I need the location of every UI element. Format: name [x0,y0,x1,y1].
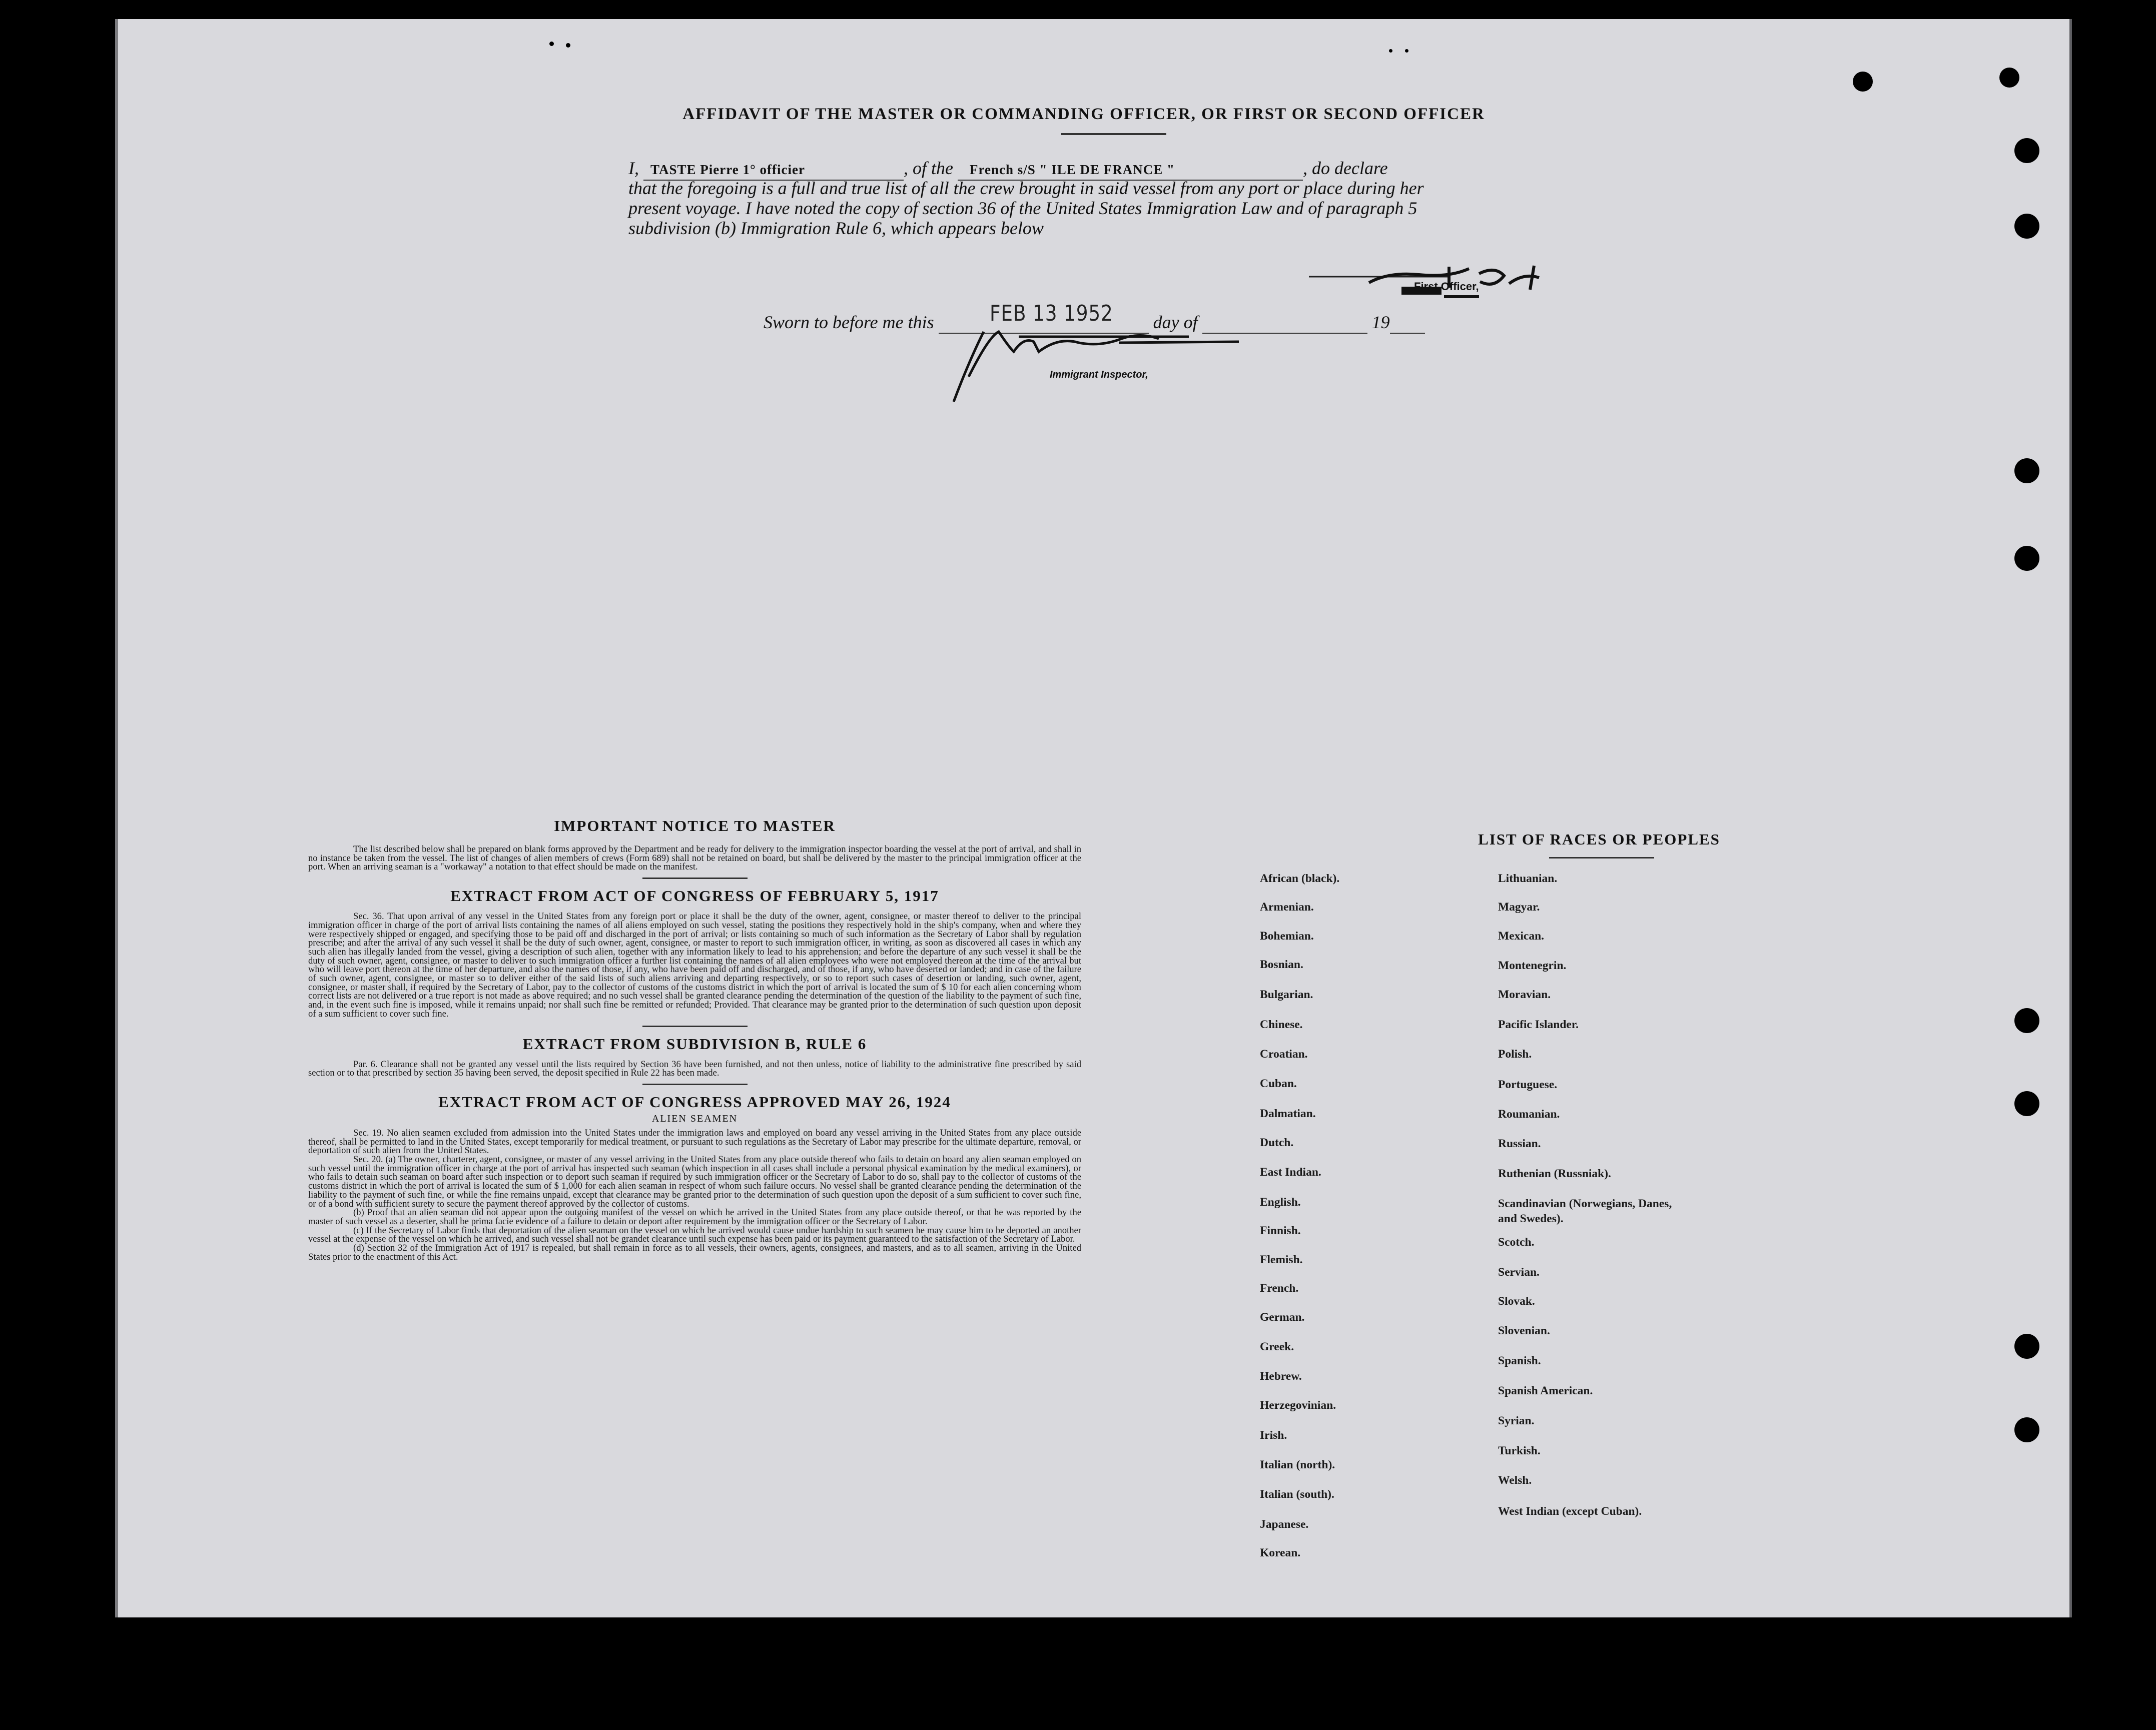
race-item: Turkish. [1498,1444,1541,1457]
race-item: Magyar. [1498,901,1540,914]
race-item: English. [1260,1196,1301,1209]
race-item: Ruthenian (Russniak). [1498,1167,1611,1180]
punch-hole [2014,214,2039,239]
affidavit-line-1 [628,158,1579,181]
punch-hole [2014,546,2039,571]
punch-hole [2014,1334,2039,1359]
date-stamp: FEB 13 1952 [990,301,1113,326]
race-item: Syrian. [1498,1414,1535,1427]
extract-1924-sec19: Sec. 19. No alien seamen excluded from admission into the United States under the immigration laws and employed on board any vessel arriving in the United States from any place outside thereof, shall be permitted to land in the United States, except temporarily for medical treatment, or pursuant to such regulations as the Secretary of Labor may prescribe for the ultimate departure, removal, or deportation of such alien from the United States. [308,1127,1081,1156]
race-item: Chinese. [1260,1018,1303,1031]
officer-label: First Officer, [1414,280,1479,293]
extract-1917-heading: EXTRACT FROM ACT OF CONGRESS OF FEBRUARY 5, 1917 [450,887,939,905]
race-item: Greek. [1260,1340,1294,1353]
extract-1917-body: Sec. 36. That upon arrival of any vessel in the United States from any foreign port or place it shall be the duty of the owner, agent, consignee, or master thereof to deliver to the principal immigration officer in charge of the port of arrival lists containing the names of all aliens employed on such vessel, stating the positions they respectively hold in the ship's company, when and where they were respectively shipped or engaged, and specifying those to be paid off and discharged in the port of arrival; or lists containing so much of such information as the Secretary of Labor shall by regulation prescribe; and after the arrival of any such vessel it shall be the duty of such owner, agent, consignee, or master to report to such immigration officer, in writing, as soon as discovered all cases in which any such alien has illegally landed from the vessel, giving a description of such alien, together with any information likely to lead to his apprehension; and before the departure of any such vessel it shall be the duty of such owner, agent, consignee, or master to deliver to such immigration officer a further list containing the names of all alien employees who were not employed thereon at the time of the arrival but who will leave port thereon at the time of her departure, and also the names of those, if any, who have been paid off and discharged, and of those, if any, who have deserted or landed; and in case of the failure of such owner, agent, consignee, or master so to deliver either of the said lists of such aliens arriving and departing respectively, or so to report such cases of desertion or landing, such owner, agent, consignee, or master shall, if required by the Secretary of Labor, pay to the collector of customs of the customs district in which the port of arrival is located the sum of $ 10 for each alien concerning whom correct lists are not delivered or a true report is not made as above required; and no such vessel shall be granted clearance pending the determination of the question of the liability to the payment of such fine, and, in the event such fine is imposed, while it remains unpaid; nor shall such fine be remitted or refunded; Provided. That clearance may be granted prior to the determination of such question upon deposit of a sum sufficient to cover such fine. [308,911,1081,1019]
affidavit-line-2: that the foregoing is a full and true list of all the crew brought in said vessel from any port or place during her [628,178,1424,198]
race-item: Flemish. [1260,1253,1303,1266]
race-item: Russian. [1498,1137,1541,1150]
race-item: Bulgarian. [1260,988,1313,1001]
legal-notices [308,817,1081,1262]
race-item: Cuban. [1260,1077,1297,1090]
year-prefix: 19 [1371,312,1390,332]
race-item: Montenegrin. [1498,959,1567,972]
vessel-field: French s/S " ILE DE FRANCE " [969,162,1175,177]
title-rule [1061,133,1166,135]
race-item: Pacific Islander. [1498,1018,1579,1031]
races-heading: LIST OF RACES OR PEOPLES [1478,830,1720,848]
punch-hole [2014,1008,2039,1033]
punch-hole [1999,68,2019,88]
race-item: German. [1260,1311,1305,1324]
manifest-page [115,19,2072,1617]
race-item: Roumanian. [1498,1108,1560,1121]
race-item: Bosnian. [1260,958,1303,971]
race-item: Portuguese. [1498,1078,1558,1091]
race-item: Croatian. [1260,1048,1308,1061]
race-item: Dutch. [1260,1136,1294,1149]
punch-hole [2014,1091,2039,1116]
punch-hole [2014,138,2039,163]
officer-signature [1299,252,1579,307]
race-item: Armenian. [1260,901,1314,914]
race-item: Bohemian. [1260,930,1314,943]
race-item: Slovenian. [1498,1324,1550,1337]
race-item: East Indian. [1260,1166,1321,1179]
race-item: Mexican. [1498,930,1545,943]
race-item: Italian (north). [1260,1458,1335,1471]
race-item: Servian. [1498,1266,1540,1279]
notice-body: The list described below shall be prepared on blank forms approved by the Department and be ready for delivery to the immigration inspector boarding the vessel at the port of arrival, and shall in no instance be taken from the vessel. The list of changes of alien members of crews (Form 689) shall not be retained on board, but shall be delivered by the master to the principal immigration officer at the port. When an arriving seaman is a "workaway" a notation to that effect should be made on the manifest. [308,844,1081,873]
extract-1924-sec20b: (b) Proof that an alien seaman did not appear upon the outgoing manifest of the vessel on which he arrived in the United States from any place outside thereof, or that he was reported by the master of such vessel as a deserter, shall be prima facie evidence of a failure to detain or deport after requirement by the immigration officer or the Secretary of Labor. [308,1207,1081,1227]
race-item: Irish. [1260,1429,1287,1442]
race-item: African (black). [1260,872,1340,885]
race-item: Slovak. [1498,1295,1535,1308]
race-item: Scotch. [1498,1236,1535,1249]
notice-heading: IMPORTANT NOTICE TO MASTER [554,817,836,834]
race-item: Dalmatian. [1260,1107,1316,1120]
punch-hole [2014,1417,2039,1442]
race-item: West Indian (except Cuban). [1498,1505,1642,1518]
extract-1924-sec20d: (d) Section 32 of the Immigration Act of 1917 is repealed, but shall remain in force as to all vessels, their owners, agents, consignees, and masters, and as to all seamen, arriving in the United States prior to the enactment of this Act. [308,1243,1081,1262]
race-item: Italian (south). [1260,1488,1334,1501]
of-the-text: , of the [904,158,953,178]
race-item: Scandinavian (Norwegians, Danes, and Swedes). [1498,1197,1672,1225]
extract-1924-sec20c: (c) If the Secretary of Labor finds that deportation of the alien seaman on the vessel on which he arrived would cause undue hardship to such seamen he may cause him to be deported an another vessel at the expense of the vessel on which he arrived, and such vessel shall not be grandet clearance until such expense has been paid or its payment guaranteed to the satisfaction of the Secretary of Labor. [308,1225,1081,1245]
affidavit-prefix: I, [628,158,639,178]
race-item: Moravian. [1498,988,1551,1001]
sworn-text: Sworn to before me this [764,312,934,332]
race-item: Herzegovinian. [1260,1399,1336,1412]
affidavit-title: AFFIDAVIT OF THE MASTER OR COMMANDING OFFICER, OR FIRST OR SECOND OFFICER [682,105,1485,123]
do-declare-text: , do declare [1302,158,1388,178]
race-item: Polish. [1498,1048,1532,1061]
affidavit-line-4: subdivision (b) Immigration Rule 6, which appears below [628,218,1044,238]
extract-1924-sec20a: Sec. 20. (a) The owner, charterer, agent, consignee, or master of any vessel arriving in the United States from any place outside thereof who fails to detain on board any alien seaman employed on such vessel until the immigration officer in charge at the port of arrival has inspected such seaman (which inspection in all cases shall include a personal physical examination by the medical examiners), or who fails to detain such seaman on board after such inspection or to deport such seaman if required by such immigration officer or the Secretary of Labor to do so, shall pay to the collector of customs of the customs district in which the port of arrival is located the sum of $ 1,000 for each alien seaman in respect of whom such failure occurs. No vessel shall be granted clearance pending the determination of the liability to the payment of such fine, or while the fine remains unpaid, except that clearance may be granted prior to the determination of such question upon the deposit of a sum sufficient to cover such fine, or of a bond with sufficient surety to secure the payment thereof approved by the collector of customs. [308,1154,1081,1209]
race-item: Japanese. [1260,1518,1309,1531]
officer-name-field: TASTE Pierre 1° officier [650,162,805,177]
race-item: French. [1260,1282,1299,1295]
punch-hole [1853,72,1873,92]
race-item: Finnish. [1260,1224,1301,1237]
day-of-text: day of [1153,312,1198,332]
race-item: Hebrew. [1260,1370,1302,1383]
race-item: Spanish. [1498,1354,1541,1367]
extract-rule6-heading: EXTRACT FROM SUBDIVISION B, RULE 6 [522,1035,867,1053]
inspector-signature [939,317,1259,407]
alien-seamen-subheading: ALIEN SEAMEN [651,1113,738,1124]
race-item: Spanish American. [1498,1384,1593,1397]
race-item: Welsh. [1498,1474,1532,1487]
extract-rule6-body: Par. 6. Clearance shall not be granted any vessel until the lists required by Section 36 have been furnished, and not then unless, notice of liability to the administrative fine prescribed by said section or to that prescribed by section 35 having been served, the deposit specified in Rule 22 has been made. [308,1059,1081,1079]
inspector-label: Immigrant Inspector, [1050,369,1148,380]
extract-1924-heading: EXTRACT FROM ACT OF CONGRESS APPROVED MAY 26, 1924 [438,1093,951,1111]
affidavit-line-3: present voyage. I have noted the copy of section 36 of the United States Immigration Law and of paragraph 5 [628,198,1417,218]
race-item: Lithuanian. [1498,872,1558,885]
punch-hole [2014,458,2039,483]
race-item: Korean. [1260,1546,1301,1559]
